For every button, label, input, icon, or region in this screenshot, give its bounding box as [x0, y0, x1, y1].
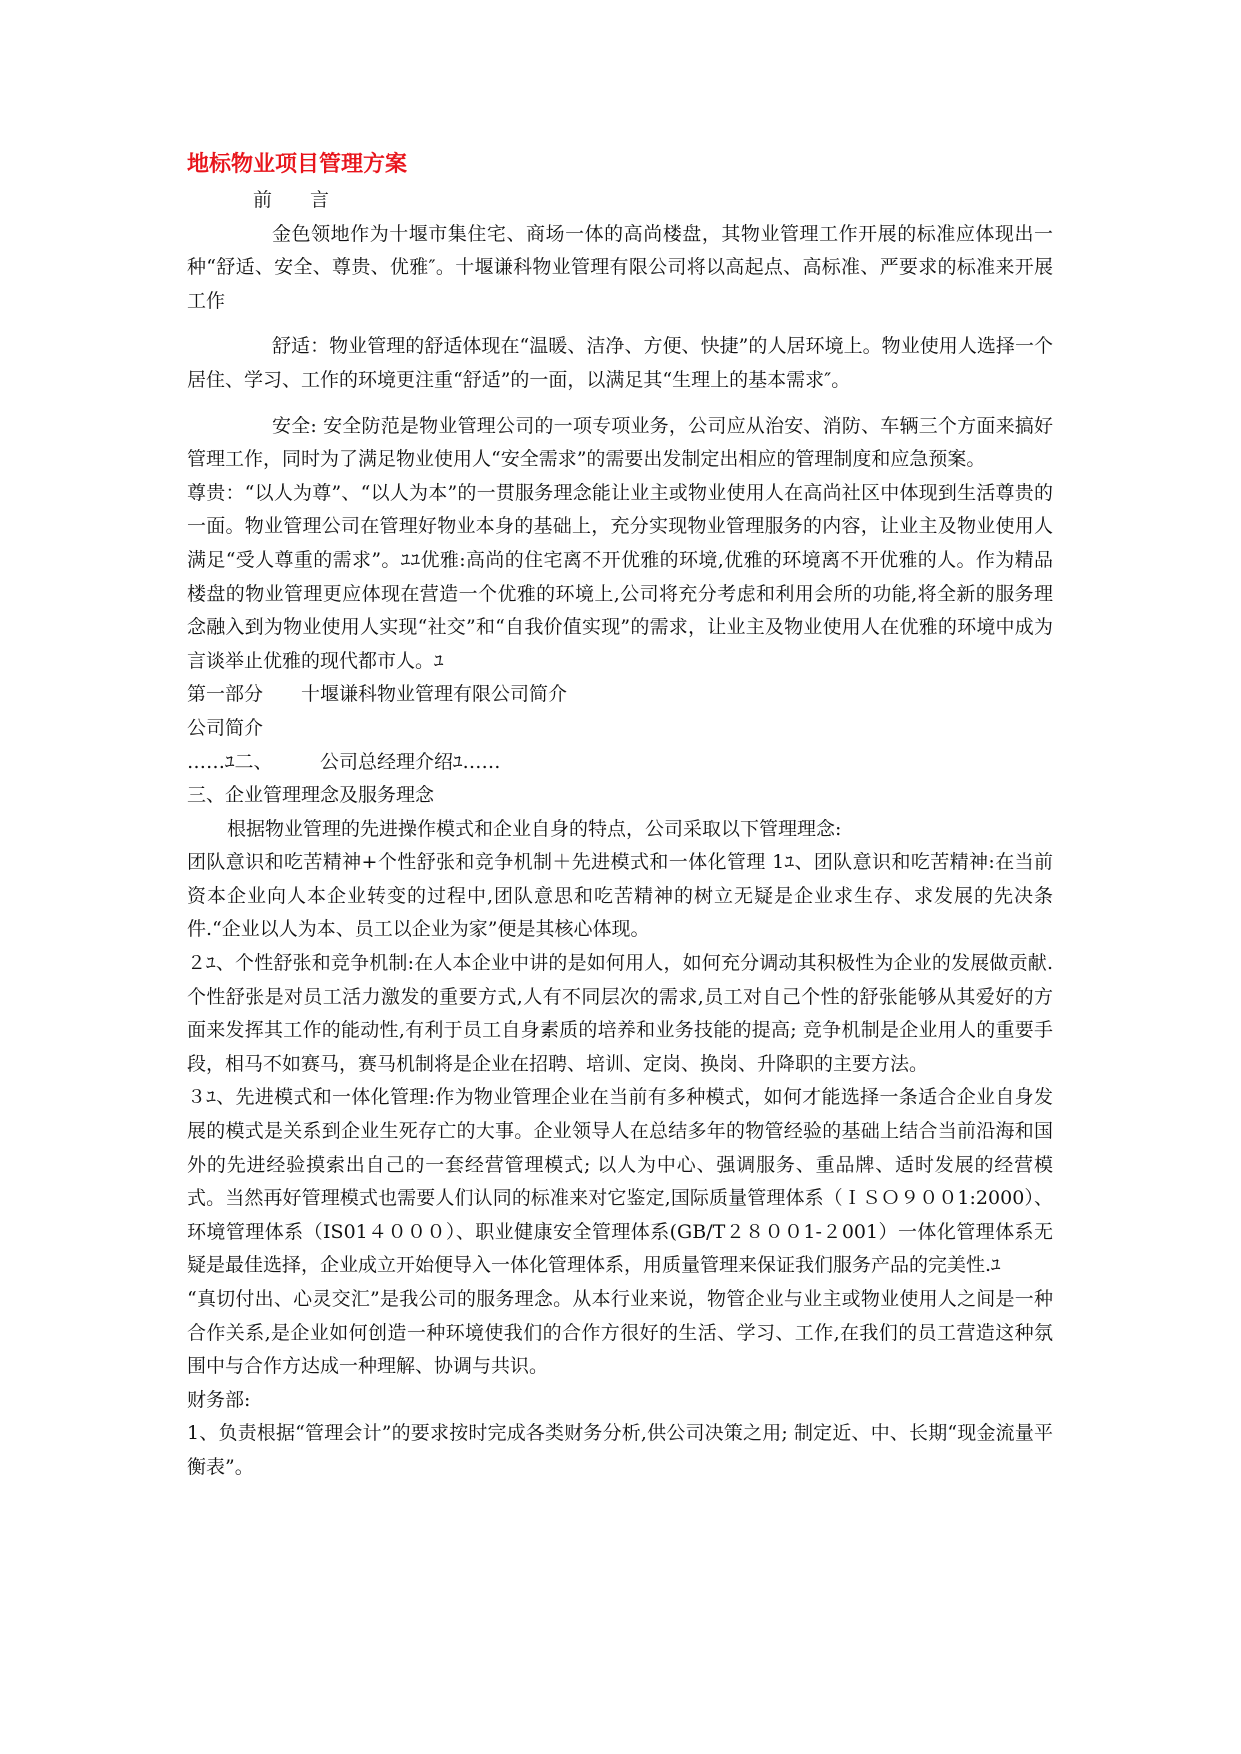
section-finance-heading: 财务部: [187, 1388, 251, 1411]
paragraph-competition: ２ﾕ、个性舒张和竞争机制:在人本企业中讲的是如何用人，如何充分调动其积极性为企业的发展做贡献.个性舒张是对员工活力激发的重要方式,人有不同层次的需求,员工对自己个性的舒张能够从其爱好的方面来发挥其工作的能动性,有利于员工自身素质的培养和业务技能的提高; 竞争机制是企业用人的重要手段，相马不如赛马，赛马机制将是企业在招聘、培训、定岗、换岗、升降职的主要方法。 [187, 952, 1053, 1075]
paragraph-dignity: 尊贵：“以人为尊”、“以人为本”的一贯服务理念能让业主或物业使用人在高尚社区中体现到生活尊贵的一面。物业管理公司在管理好物业本身的基础上，充分实现物业管理服务的内容，让业主及物业使用人满足“受人尊重的需求”。ﾕﾕ优雅:高尚的住宅离不开优雅的环境,优雅的环境离不开优雅的人。作为精品楼盘的物业管理更应体现在营造一个优雅的环境上,公司将充分考虑和利用会所的功能,将全新的服务理念融入到为物业使用人实现“社交”和“自我价值实现”的需求，让业主及物业使用人在优雅的环境中成为言谈举止优雅的现代都市人。ﾕ [187, 481, 1053, 672]
paragraph-finance-duty-1: 1、负责根据“管理会计”的要求按时完成各类财务分析,供公司决策之用; 制定近、中、长期“现金流量平衡表”。 [187, 1422, 1053, 1478]
section-company-intro: 公司简介 [187, 716, 264, 739]
paragraph-concepts-lead: 根据物业管理的先进操作模式和企业自身的特点，公司采取以下管理理念: [227, 817, 842, 840]
preface-heading: 前 言 [253, 189, 330, 211]
paragraph-integrated-management: ３ﾕ、先进模式和一体化管理:作为物业管理企业在当前有多种模式，如何才能选择一条适合企业自身发展的模式是关系到企业生死存亡的大事。企业领导人在总结多年的物管经验的基础上结合当前沿海和国外的先进经验摸索出自己的一套经营管理模式; 以人为中心、强调服务、重品牌、适时发展的经营模式。当然再好管理模式也需要人们认同的标准来对它鉴定,国际质量管理体系（ＩＳＯ９００1:2000）、环境管理体系（IS01４０００）、职业健康安全管理体系(GB/T２８００1-２001）一体化管理体系无疑是最佳选择，企业成立开始便导入一体化管理体系，用质量管理来保证我们服务产品的完美性.ﾕ [187, 1086, 1053, 1277]
section-part-one: 第一部分 十堰谦科物业管理有限公司简介 [187, 683, 568, 706]
document-title: 地标物业项目管理方案 [187, 152, 408, 177]
section-concepts-heading: 三、企业管理理念及服务理念 [187, 784, 435, 807]
paragraph-service-concept: “真切付出、心灵交汇”是我公司的服务理念。从本行业来说，物管企业与业主或物业使用人之间是一种合作关系,是企业如何创造一种环境使我们的合作方很好的生活、学习、工作,在我们的员工营造这种氛围中与合作方达成一种理解、协调与共识。 [187, 1288, 1053, 1378]
section-manager-intro: ……ﾕ二、 公司总经理介绍ﾕ…… [187, 750, 501, 773]
paragraph-safety: 安全: 安全防范是物业管理公司的一项专项业务，公司应从治安、消防、车辆三个方面来搞好管理工作，同时为了满足物业使用人“安全需求”的需要出发制定出相应的管理制度和应急预案。 [187, 414, 1053, 471]
document-body [187, 150, 1053, 1485]
paragraph-comfort: 舒适：物业管理的舒适体现在“温暖、洁净、方便、快捷”的人居环境上。物业使用人选择一个居住、学习、工作的环境更注重“舒适”的一面，以满足其“生理上的基本需求″。 [187, 335, 1053, 391]
paragraph-teamwork: 团队意识和吃苦精神+个性舒张和竞争机制＋先进模式和一体化管理 1ﾕ、团队意识和吃苦精神:在当前资本企业向人本企业转变的过程中,团队意思和吃苦精神的树立无疑是企业求生存、求发展的先决条件.“企业以人为本、员工以企业为家”便是其核心体现。 [187, 851, 1053, 941]
paragraph-intro: 金色领地作为十堰市集住宅、商场一体的高尚楼盘，其物业管理工作开展的标准应体现出一种“舒适、安全、尊贵、优雅″。十堰谦科物业管理有限公司将以高起点、高标准、严要求的标准来开展工作 [187, 222, 1053, 312]
